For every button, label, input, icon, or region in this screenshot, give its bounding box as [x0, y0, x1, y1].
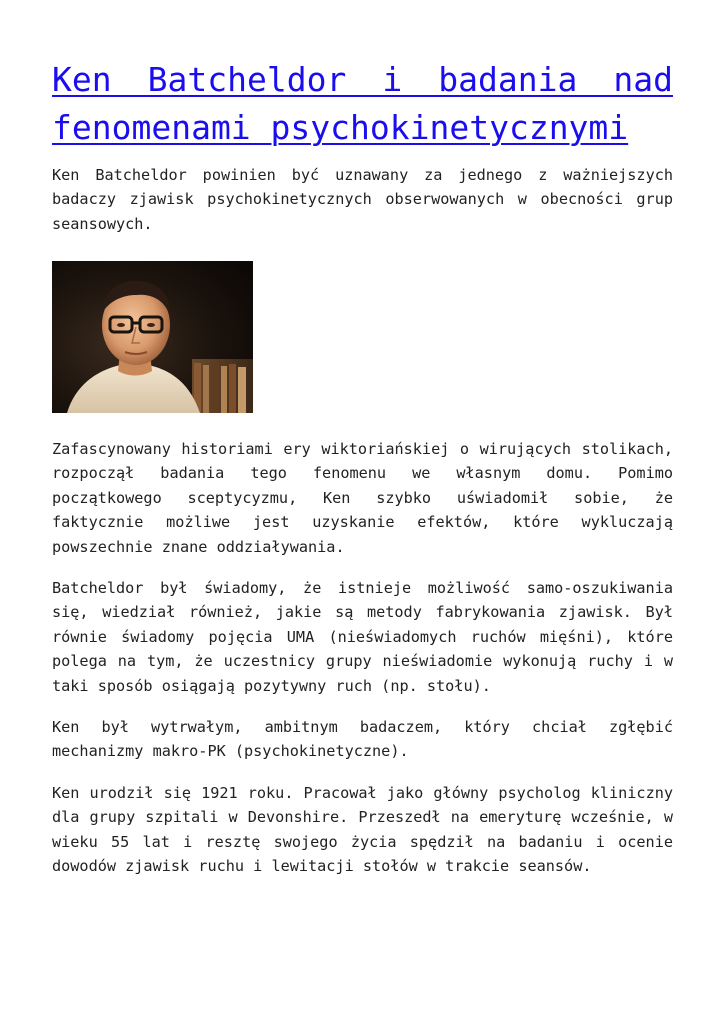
body-paragraph: Ken urodził się 1921 roku. Pracował jako główny psycholog kliniczny dla grupy szpitali w Devonshire. Przeszedł na emeryturę wcześnie, w wieku 55 lat i resztę swojego życia spędził na badaniu i ocenie dowodów zjawisk ruchu i lewitacji stołów w trakcie seansów. [52, 783, 673, 876]
body-paragraph: Batcheldor był świadomy, że istnieje możliwość samo-oszukiwania się, wiedział również, jakie są metody fabrykowania zjawisk. Był równie świadomy pojęcia UMA (nieświadomych ruchów mięśni), które polega na tym, że uczestnicy grupy nieświadomie wykonują ruchy i w taki sposób osiągają pozytywny ruch (np. stołu). [52, 579, 673, 695]
article-title-link[interactable]: Ken Batcheldor i badania nad fenomenami psychokinetycznymi [52, 60, 673, 147]
body-paragraph: Ken był wytrwałym, ambitnym badaczem, który chciał zgłębić mechanizmy makro-PK (psychokinetyczne). [52, 718, 673, 761]
article-body [52, 437, 673, 879]
portrait-photo [52, 261, 253, 413]
body-paragraph: Zafascynowany historiami ery wiktoriańskiej o wirujących stolikach, rozpoczął badania tego fenomenu we własnym domu. Pomimo początkowego sceptycyzmu, Ken szybko uświadomił sobie, że faktycznie możliwe jest uzyskanie efektów, które wykluczają powszechnie znane oddziaływania. [52, 440, 673, 556]
article [52, 56, 673, 236]
article-title [52, 56, 673, 152]
intro-paragraph: Ken Batcheldor powinien być uznawany za jednego z ważniejszych badaczy zjawisk psychokinetycznych obserwowanych w obecności grup seansowych. [52, 166, 673, 233]
